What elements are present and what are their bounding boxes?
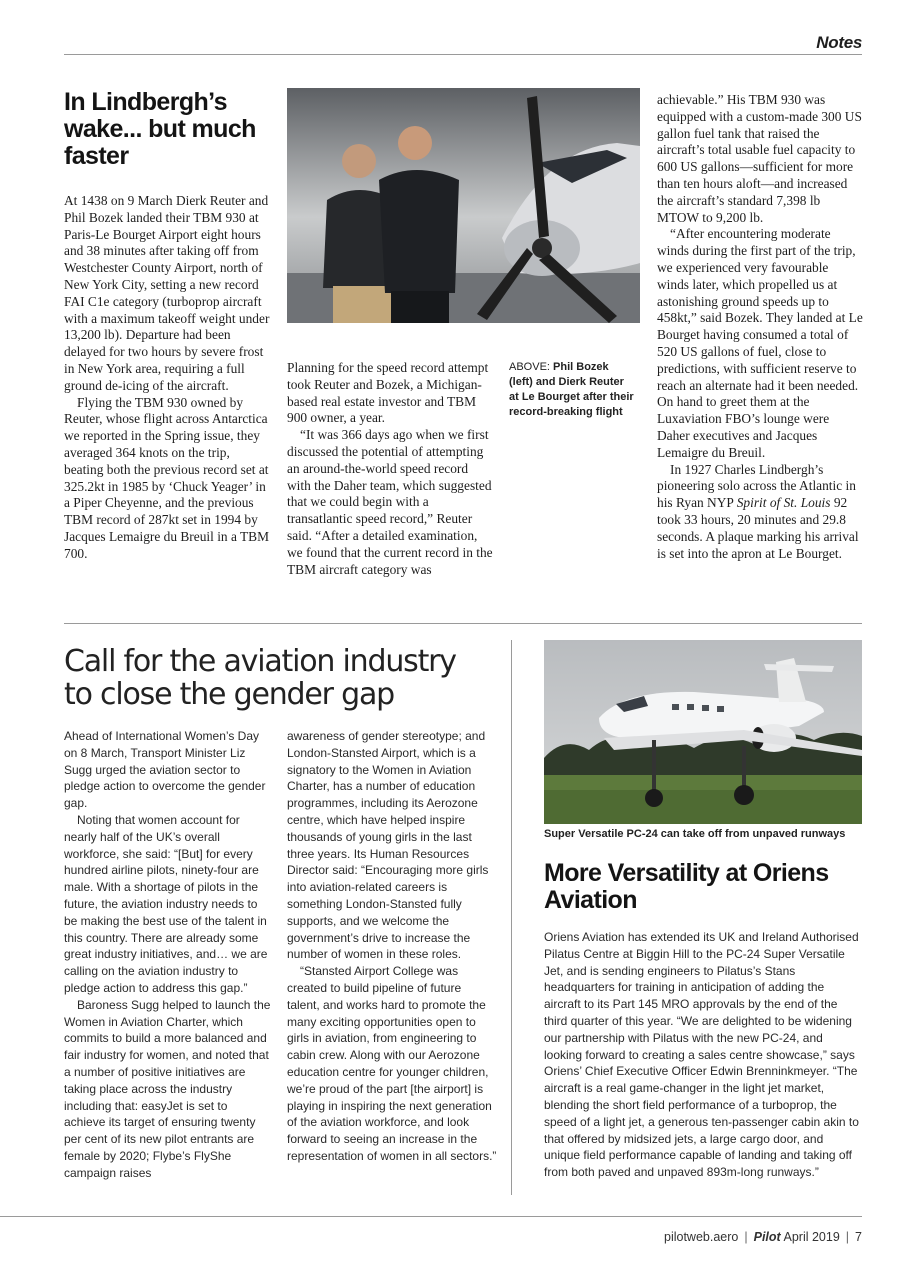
article2-col2 bbox=[287, 728, 497, 1165]
article1-col2-p1: Planning for the speed record attempt took Reuter and Bozek, a Michigan-based real estate investor and TBM 900 owner, a year. bbox=[287, 360, 489, 426]
article2-col2-p2: “Stansted Airport College was created to build pipeline of future talent, and works hard to promote the many exciting opportunities open to girls in aviation, from engineering to cabin crew. Along with our Aerozone education centre for younger children, we’re proud of the part [the airport] is playing in inspiring the next generation of the aviation workforce, and look forward to seeing an increase in the representation of women in all sectors.” bbox=[287, 964, 497, 1163]
aircraft-name: Spirit of St. Louis bbox=[736, 495, 831, 511]
footer-site: pilotweb.aero bbox=[664, 1230, 739, 1244]
article1-col3 bbox=[657, 92, 863, 562]
article1-col3-p3 bbox=[657, 462, 863, 563]
col3-p3-after: 92 took 33 hours, 20 minutes and 29.8 seconds. A plaque marking his arrival is set into the apron at Le Bourget. bbox=[657, 495, 859, 561]
footer-separator: | bbox=[744, 1230, 748, 1244]
caption-prefix: ABOVE: bbox=[509, 361, 554, 373]
pilots-photo bbox=[287, 88, 640, 323]
header-rule bbox=[64, 54, 862, 55]
footer-issue: April 2019 bbox=[783, 1230, 840, 1244]
pc24-photo-caption: Super Versatile PC-24 can take off from unpaved runways bbox=[544, 828, 846, 840]
article1-col2-p2: “It was 366 days ago when we first discussed the potential of attempting an around-the-world speed record with the Daher team, which suggested that we could begin with a transatlantic speed record,” Reuter said. “After a detailed examination, we found that the current record in the TBM aircraft category was bbox=[287, 427, 493, 577]
article2-col1 bbox=[64, 728, 272, 1182]
article1-col1-p1: At 1438 on 9 March Dierk Reuter and Phil Bozek landed their TBM 930 at Paris-Le Bourget Airport eight hours and 38 minutes after taking off from Westchester County Airport, north of New York City, setting a new record FAI C1e category (turboprop aircraft with a maximum takeoff weight under 13,200 lb). Departure had been delayed for two hours by severe frost in New York area, requiring a full ground de-icing of the aircraft. bbox=[64, 193, 270, 393]
caption-text: Phil Bozek (left) and Dierk Reuter at Le Bourget after their record-breaking flight bbox=[509, 361, 634, 418]
article1-col1 bbox=[64, 193, 270, 563]
footer-rule bbox=[0, 1216, 862, 1217]
footer-separator: | bbox=[845, 1230, 850, 1244]
col3-p3-before: In 1927 Charles Lindbergh’s pioneering solo across the Atlantic in his Ryan NYP bbox=[657, 461, 856, 511]
section-label: Notes bbox=[816, 33, 862, 52]
article2-col2-p1: awareness of gender stereotype; and London-Stansted Airport, which is a signatory to the Women in Aviation Charter, has a number of education programmes, including its Aerozone centre, which have helped inspire thousands of young girls in the last three years. Its Human Resources Director said: “Encouraging more girls into aviation-related careers is something London-Stansted fully supports, and we welcome the government’s drive to increase the number of women in these roles. bbox=[287, 729, 489, 962]
page-footer bbox=[500, 1230, 862, 1244]
article3-headline: More Versatility at Oriens Aviation bbox=[544, 859, 829, 914]
article3-body bbox=[544, 929, 862, 1181]
article2-headline: Call for the aviation industry to close the gender gap bbox=[64, 644, 456, 712]
article1-col2 bbox=[287, 360, 493, 578]
article2-col1-p3: Baroness Sugg helped to launch the Women in Aviation Charter, which commits to build a more balanced and fair industry for women, and noted that a number of positive initiatives are taking place across the industry including that: easyJet is set to achieve its target of ensuring twenty per cent of its new pilot entrants are female by 2020; Flybe’s FlyShe campaign raises bbox=[64, 997, 271, 1180]
footer-magazine: Pilot bbox=[753, 1230, 781, 1244]
article1-col3-p1: achievable.” His TBM 930 was equipped with a custom-made 300 US gallon fuel tank that raised the aircraft’s total usable fuel capacity to 600 US gallons—sufficient for more than ten hours aloft—and increased the aircraft’s standard 7,398 lb MTOW to 9,200 lb. bbox=[657, 92, 862, 225]
pc24-photo bbox=[544, 640, 862, 824]
article2-col1-p1: Ahead of International Women’s Day on 8 March, Transport Minister Liz Sugg urged the aviation sector to pledge action to overcome the gender gap. bbox=[64, 729, 266, 811]
article1-col3-p2: “After encountering moderate winds during the first part of the trip, we experienced very favourable winds later, which propelled us at astonishing ground speeds up to 458kt,” said Bozek. They landed at Le Bourget having consumed a total of 520 US gallons of fuel, close to predictions, with sufficient reserve to reach an alternate had it been needed. On hand to greet them at the Luxaviation FBO’s lounge were Daher executives and Jacques Lemaigre du Breuil. bbox=[657, 226, 863, 460]
column-divider bbox=[511, 640, 512, 1195]
article1-col1-p2: Flying the TBM 930 owned by Reuter, whose flight across Antarctica we reported in the Spring issue, they averaged 364 knots on the trip, beating both the previous record set at 325.2kt in 1985 by ‘Chuck Yeager’ in a Piper Cheyenne, and the previous TBM record of 287kt set in 1994 by Jacques Lemaigre du Breuil in a TBM 700. bbox=[64, 394, 270, 561]
footer-page-number: 7 bbox=[855, 1230, 862, 1244]
article2-col1-p2: Noting that women account for nearly half of the UK’s overall workforce, she said: “[But] for every hundred airline pilots, ninety-four are male. With a shortage of pilots in the future, the aviation industry needs to be making the best use of the talent in this country. There are already some great industry initiatives, and… we are calling on the aviation industry to pledge action to address this gap.” bbox=[64, 812, 268, 995]
article3-body-p1: Oriens Aviation has extended its UK and Ireland Authorised Pilatus Centre at Biggin Hill to the PC-24 Super Versatile Jet, and is sending engineers to Pilatus’s Stans headquarters for training in anticipation of adding the aircraft to its Part 145 MRO approvals by the end of the third quarter of this year. “We are delighted to be widening our partnership with Pilatus with the new PC-24, and looking forward to creating a sales centre showcase,” says Oriens’ Chief Executive Officer Edwin Brenninkmeyer. “The aircraft is a real game-changer in the light jet market, blending the short field performance of a turboprop, the speed of a light jet, a generous ten-passenger cabin akin to that offered by midsized jets, a large cargo door, and unique field performance capable of landing and taking off from both paved and unpaved 893m-long runways.” bbox=[544, 930, 859, 1180]
pilots-photo-caption bbox=[509, 360, 634, 420]
article1-headline: In Lindbergh’s wake... but much faster bbox=[64, 88, 256, 170]
section-divider bbox=[64, 623, 862, 624]
